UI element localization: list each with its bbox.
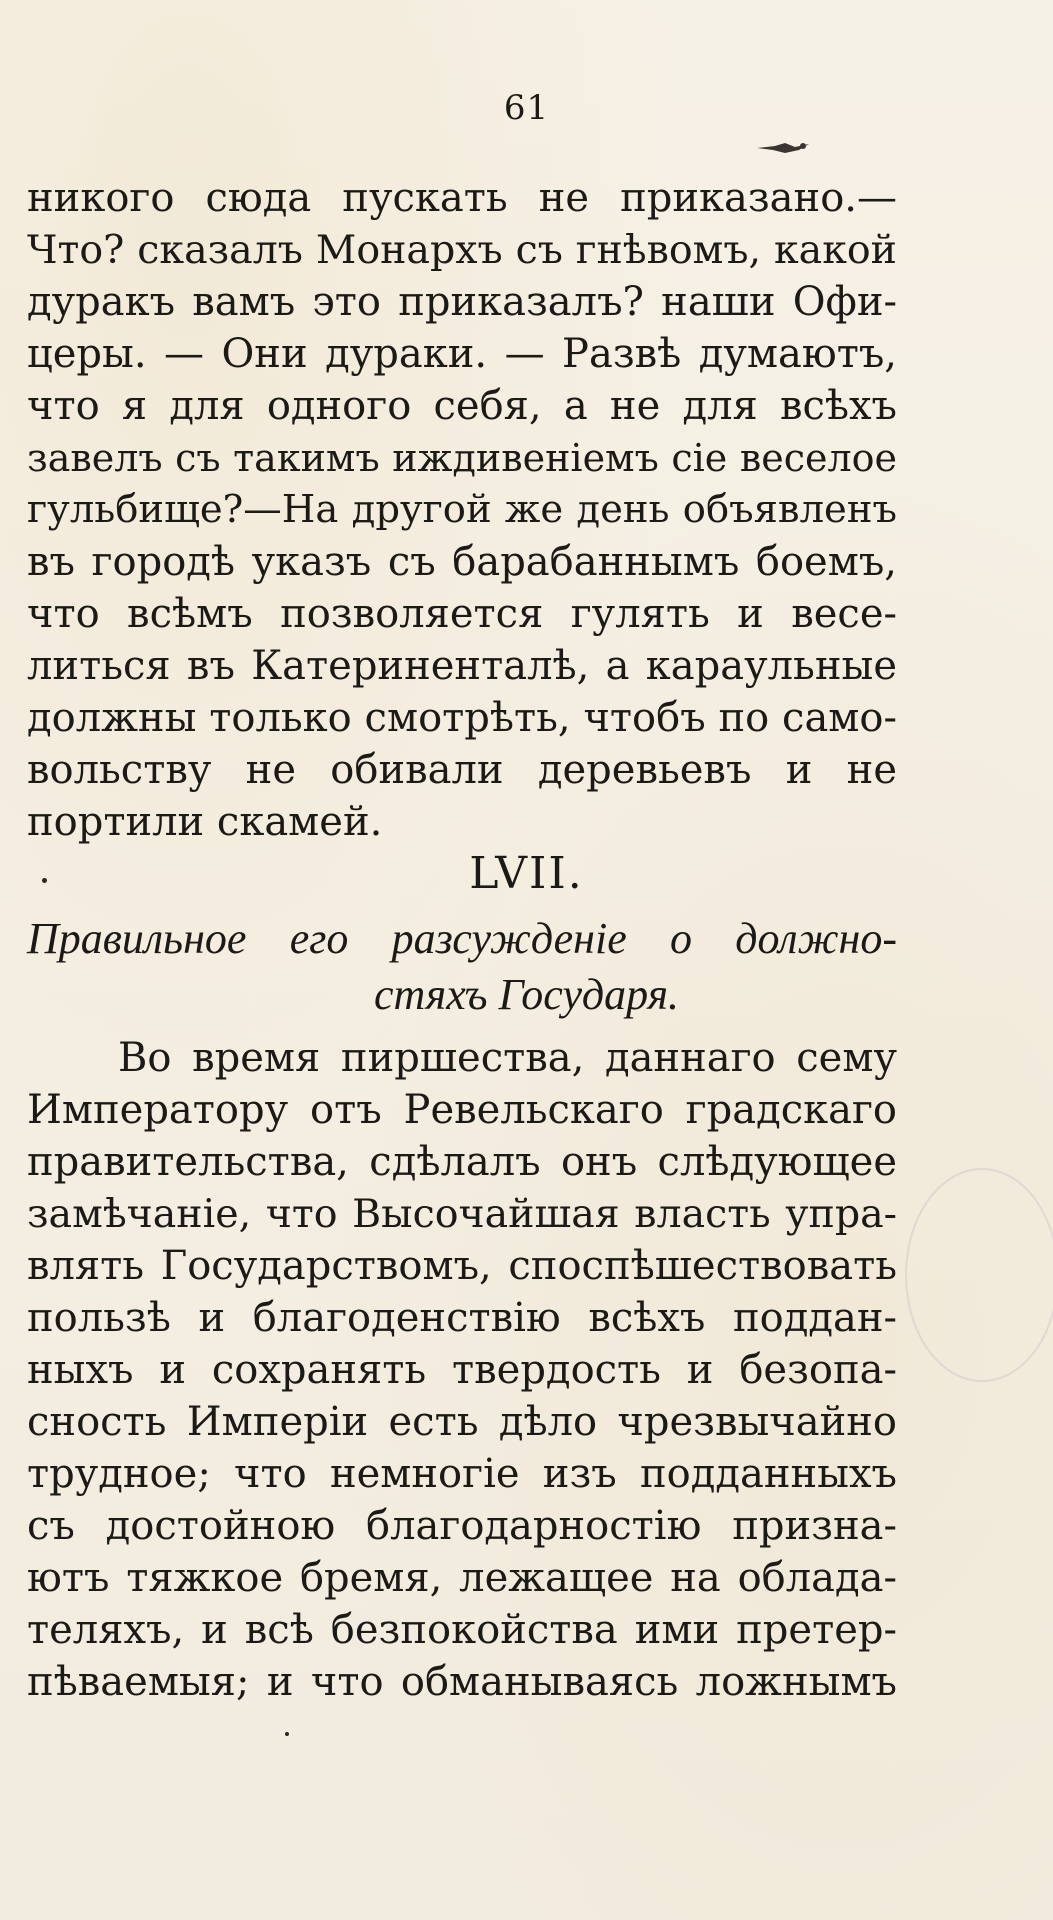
- text-line: ютъ тяжкое бремя, лежащее на облада-: [27, 1555, 897, 1601]
- text-line: теляхъ, и всѣ безпокойства ими претер-: [27, 1607, 897, 1653]
- text-line: пѣваемыя; и что обманываясь ложнымъ: [27, 1659, 897, 1705]
- section-number: LVII.: [469, 848, 584, 899]
- text-line: трудное; что немногіе изъ подданныхъ: [27, 1451, 897, 1497]
- text-line-last: портили скамей.: [27, 799, 383, 845]
- text-line: сность Имперіи есть дѣло чрезвычайно: [27, 1399, 897, 1445]
- text-line: съ достойною благодарностію призна-: [27, 1503, 897, 1549]
- text-line: пользѣ и благоденствію всѣхъ поддан-: [27, 1295, 897, 1341]
- text-line: влять Государствомъ, споспѣшествовать: [27, 1243, 897, 1289]
- printer-ornament-icon: [755, 138, 811, 158]
- ink-speck: [285, 1732, 289, 1736]
- text-line: церы. — Они дураки. — Развѣ думаютъ,: [27, 331, 897, 377]
- page-number: 61: [503, 88, 550, 128]
- text-line: гульбище?—На другой же день объявленъ: [27, 487, 897, 532]
- text-line: дуракъ вамъ это приказалъ? наши Офи-: [27, 279, 897, 325]
- library-stamp-faint: [905, 1168, 1053, 1382]
- text-line: литься въ Катериненталѣ, а караульные: [27, 643, 897, 689]
- section-title-line: Правильное его разсужденіе о должно-: [27, 914, 897, 963]
- text-line: никого сюда пускать не приказано.—: [27, 175, 897, 221]
- text-line: что я для одного себя, а не для всѣхъ: [27, 383, 897, 429]
- text-line: должны только смотрѣть, чтобъ по само-: [27, 695, 897, 741]
- text-line: вольству не обивали деревьевъ и не: [27, 747, 897, 793]
- text-line-indented: Во время пиршества, даннаго сему: [118, 1035, 897, 1081]
- text-line: завелъ съ такимъ иждивеніемъ сіе веселое: [27, 436, 897, 480]
- text-line: что всѣмъ позволяется гулять и весе-: [27, 591, 897, 637]
- text-line: Императору отъ Ревельскаго градскаго: [27, 1087, 897, 1133]
- text-line: замѣчаніе, что Высочайшая власть упра-: [27, 1191, 897, 1237]
- section-title-line: стяхъ Государя.: [373, 970, 680, 1019]
- text-line: Что? сказалъ Монархъ съ гнѣвомъ, какой: [27, 227, 897, 273]
- text-line: въ городѣ указъ съ барабаннымъ боемъ,: [27, 539, 897, 585]
- text-line: ныхъ и сохранять твердость и безопа-: [27, 1347, 897, 1393]
- text-line: правительства, сдѣлалъ онъ слѣдующее: [27, 1139, 897, 1185]
